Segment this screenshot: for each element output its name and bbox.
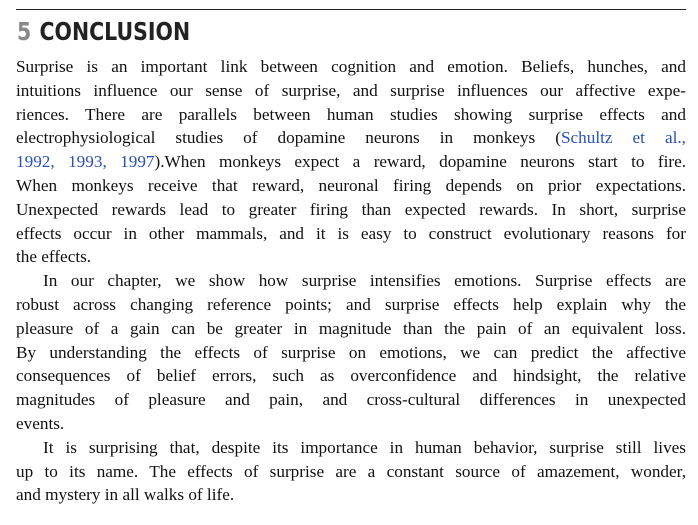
citation-link[interactable]: 1992, 1993, 1997 bbox=[16, 152, 155, 172]
text-line: riences. There are parallels between human studies showing surprise effects and bbox=[16, 104, 686, 124]
text-line: Unexpected rewards lead to greater firing than expected rewards. In short, surprise bbox=[16, 199, 686, 219]
text-line: When monkeys receive that reward, neuronal firing depends on prior expectations. bbox=[16, 175, 686, 195]
citation-lead-text: electrophysiological studies of dopamine neurons in monkeys ( bbox=[16, 128, 561, 148]
section-heading bbox=[17, 16, 190, 48]
text-line: intuitions influence our sense of surprise, and surprise influences our affective expe- bbox=[16, 80, 686, 100]
section-title: CONCLUSION bbox=[39, 17, 191, 46]
paragraph-1 bbox=[16, 55, 686, 269]
section-body bbox=[16, 55, 686, 507]
text-line: By understanding the effects of surprise on emotions, we can predict the affective bbox=[16, 342, 686, 362]
text-line-with-citation bbox=[16, 126, 686, 150]
text-line: robust across changing reference points; and surprise effects help explain why the bbox=[16, 294, 686, 314]
text-line-with-citation bbox=[16, 150, 686, 174]
paragraph-3 bbox=[16, 436, 686, 507]
citation-link[interactable]: Schultz et al., bbox=[560, 128, 686, 148]
text-line: Surprise is an important link between cognition and emotion. Beliefs, hunches, and bbox=[16, 57, 686, 76]
text-line: magnitudes of pleasure and pain, and cross-cultural differences in unexpected bbox=[16, 390, 686, 410]
text-line: up to its name. The effects of surprise are a constant source of amazement, wonder, bbox=[16, 461, 686, 481]
text-line: consequences of belief errors, such as overconfidence and hindsight, the relative bbox=[16, 366, 686, 386]
section-number: 5 bbox=[17, 17, 32, 46]
text-line: effects occur in other mammals, and it is easy to construct evolutionary reasons for bbox=[16, 223, 686, 243]
text-line: the effects. bbox=[16, 247, 92, 267]
text-line: pleasure of a gain can be greater in magnitude than the pain of an equivalent loss. bbox=[16, 318, 686, 338]
text-line: and mystery in all walks of life. bbox=[16, 485, 235, 505]
text-line: In our chapter, we show how surprise intensifies emotions. Surprise effects are bbox=[43, 271, 686, 291]
citation-trail-text: ).When monkeys expect a reward, dopamine neurons start to fire. bbox=[154, 152, 687, 172]
paragraph-2 bbox=[16, 269, 686, 436]
text-line: events. bbox=[16, 413, 65, 433]
text-line: It is surprising that, despite its importance in human behavior, surprise still lives bbox=[43, 437, 686, 457]
top-rule bbox=[16, 9, 686, 10]
